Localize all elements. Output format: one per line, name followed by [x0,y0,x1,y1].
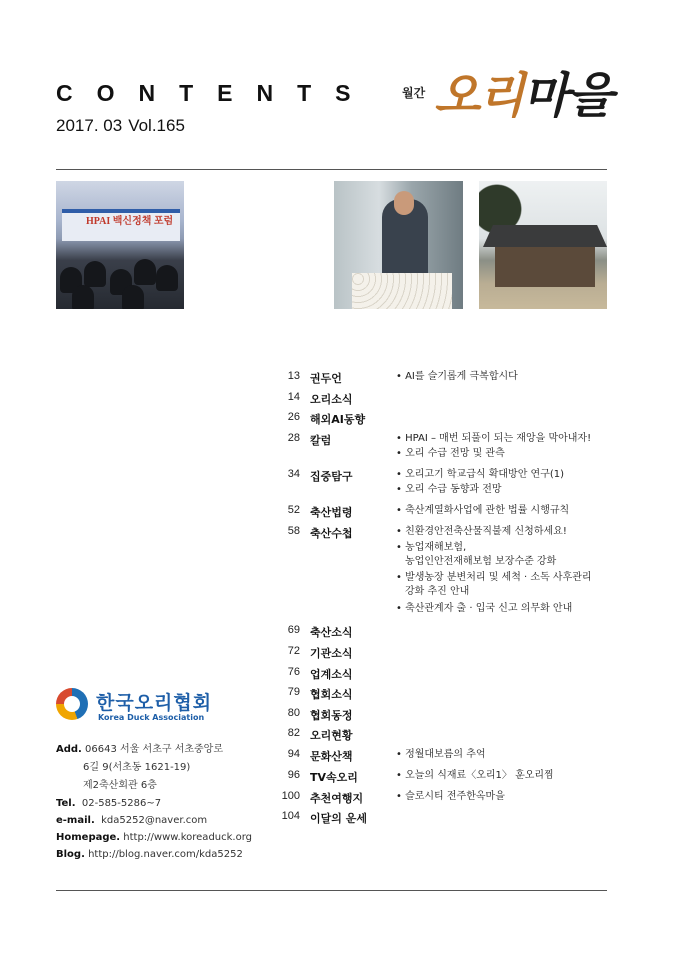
address-line-3: 제2축산회관 6층 [83,780,157,791]
email-line [56,814,207,827]
toc-title: 권두언 [310,372,342,385]
toc-sub: • 축산계열화사업에 관한 법률 시행규칙 [396,505,570,516]
blog-link[interactable]: http://blog.naver.com/kda5252 [88,849,243,860]
association-name-en: Korea Duck Association [98,713,205,722]
forum-banner-text: HPAI 백신정책 포럼 [86,216,174,227]
toc-page: 94 [287,748,300,760]
toc-page: 100 [281,790,300,802]
toc-title: 축산소식 [310,626,353,639]
blog-line [56,848,243,861]
issue-date: 2017. 03 [56,116,123,135]
toc-title: 집중탐구 [310,470,353,483]
logo-part-a: 오리 [434,68,523,124]
contents-title: CONTENTS [56,80,375,106]
egg-tray [352,273,452,309]
tel-value: 02-585-5286~7 [81,798,162,809]
toc-sub: • 발생농장 분변처리 및 세척 · 소독 사후관리 [396,572,592,583]
toc-sub: • 오리 수급 전망 및 관측 [396,448,505,459]
toc-sub: • 오리고기 학교급식 확대방안 연구(1) [396,469,565,480]
toc-page: 26 [287,411,300,423]
worker-face [394,191,414,215]
toc-sub: • 정월대보름의 추억 [396,749,486,760]
toc-sub: • 오늘의 식재료〈오리1〉 훈오리찜 [396,770,554,781]
toc-sub: • 오리 수급 동향과 전망 [396,484,502,495]
hanok-wall [495,247,595,287]
tel-label: Tel. [56,798,76,809]
toc-title: 이달의 운세 [310,812,367,825]
homepage-label: Homepage. [56,832,121,843]
toc-page: 58 [287,525,300,537]
association-logo-icon [56,688,88,720]
blog-label: Blog. [56,849,85,860]
toc-page: 13 [287,370,300,382]
toc-page: 104 [281,810,300,822]
header-divider [56,169,607,170]
toc-title: 업계소식 [310,668,353,681]
toc-sub: • 축산관계자 출 · 입국 신고 의무화 안내 [396,603,573,614]
toc-page: 80 [287,707,300,719]
toc-page: 96 [287,769,300,781]
logo-part-b: 마을 [522,68,612,124]
toc-page: 52 [287,504,300,516]
issue-info [56,115,185,137]
toc-title: 해외AI동향 [310,413,366,426]
toc-sub: • HPAI – 매번 되풀이 되는 재앙을 막아내자! [396,433,592,444]
toc-page: 14 [287,391,300,403]
forum-photo [56,181,184,309]
toc-page: 34 [287,468,300,480]
toc-title: 칼럼 [310,434,332,447]
toc-sub: • 슬로시티 전주한옥마을 [396,791,505,802]
issue-volume: Vol.165 [128,116,185,135]
association-name: 한국오리협회 [96,692,213,714]
toc-page: 72 [287,645,300,657]
toc-sub: 농업인안전재해보험 보장수준 강화 [405,556,557,567]
homepage-link[interactable]: http://www.koreaduck.org [123,832,252,843]
toc-title: TV속오리 [310,771,358,784]
address-line-1 [56,743,223,756]
toc-sub: • 농업재해보험, [396,542,467,553]
toc-title: 오리현황 [310,729,353,742]
address-label: Add. [56,744,82,755]
toc-title: 협회동정 [310,709,353,722]
toc-page: 79 [287,686,300,698]
toc-title: 문화산책 [310,750,353,763]
toc-page: 28 [287,432,300,444]
toc-title: 기관소식 [310,647,353,660]
email-label: e-mail. [56,815,95,826]
address-line-2: 6길 9(서초동 1621-19) [83,762,191,773]
magazine-logo [434,66,612,126]
tel-line [56,797,161,810]
hanok-photo [479,181,607,309]
email-link[interactable]: kda5252@naver.com [101,815,208,826]
magazine-logo-small: 월간 [402,86,426,100]
toc-title: 축산법령 [310,506,353,519]
toc-title: 오리소식 [310,393,353,406]
toc-sub: • AI를 슬기롭게 극복합시다 [396,371,518,382]
hanok-roof [483,225,607,247]
homepage-line [56,831,252,844]
toc-title: 협회소식 [310,688,353,701]
toc-page: 76 [287,666,300,678]
toc-title: 추천여행지 [310,792,364,805]
toc-title: 축산수첩 [310,527,353,540]
egg-worker-photo [334,181,463,309]
footer-divider [56,890,607,891]
toc-page: 69 [287,624,300,636]
toc-page: 82 [287,727,300,739]
address-text: 06643 서울 서초구 서초중앙로 [85,744,223,755]
toc-sub: 강화 추진 안내 [405,586,470,597]
toc-sub: • 친환경안전축산물직불제 신청하세요! [396,526,567,537]
